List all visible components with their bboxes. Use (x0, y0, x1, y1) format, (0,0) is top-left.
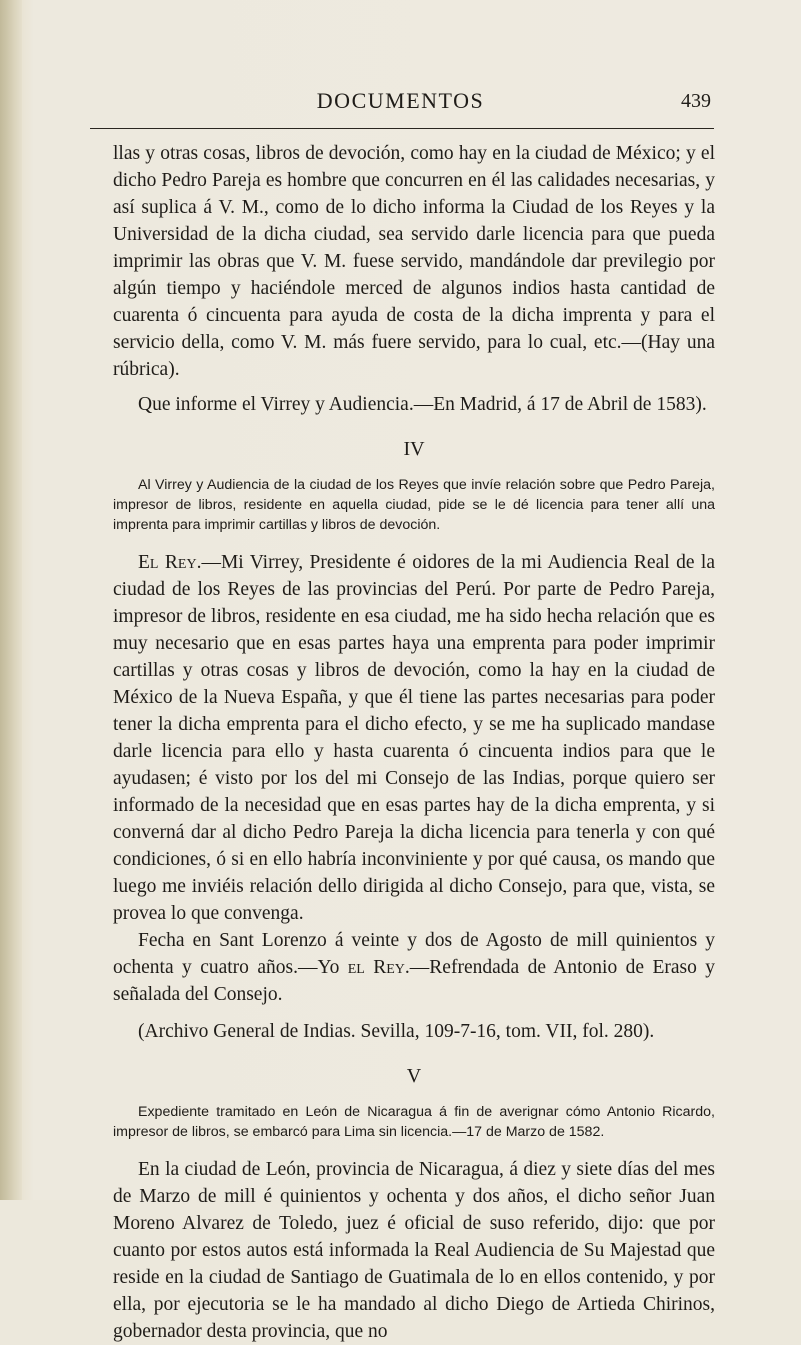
page-header (0, 88, 801, 118)
section-v-summary: Expediente tramitado en León de Nicaragua á fin de averignar cómo Antonio Ricardo, impresor de libros, se embarcó para Lima sin licencia.—17 de Marzo de 1582. (113, 1104, 715, 1140)
running-head: DOCUMENTOS (316, 88, 485, 113)
closing-start: Fecha en Sant Lorenzo á veinte y dos de Agosto de mill quinientos y ochenta y cuatro años.—Yo (113, 930, 715, 978)
closing-end: .—Refrendada de Antonio de Eraso y señalada del Consejo. (113, 957, 715, 1005)
paragraph-continuation: llas y otras cosas, libros de devoción, como hay en la ciudad de México; y el dicho Pedro Pareja es hombre que concurren en él las calidades necesarias, y así suplica á V. M., como de lo dicho informa la Ciudad de los Reyes y la Universidad de la dicha ciudad, sea servido darle licencia para que pueda imprimir las obras que V. M. fuese servido, mandándole dar previlegio por algún tiempo y haciéndole merced de algunos indios hasta cantidad de cuarenta ó cincuenta para ayuda de costa de la dicha imprenta y para el servicio della, como V. M. más fuere servido, para lo cual, etc.—(Hay una rúbrica). (113, 143, 715, 380)
royal-lead: El Rey (138, 552, 197, 573)
section-iv-body-text: .—Mi Virrey, Presidente é oidores de la mi Audiencia Real de la ciudad de los Reyes de las provincias del Perú. Por parte de Pedro Pareja, impresor de libros, residente en esa ciudad, me ha sido hecha relación que es muy necesario que en esas partes haya una emprenta para poder imprimir cartillas y otras cosas y libros de devoción, como la hay en la ciudad de México de la Nueva España, y que él tiene las partes necesarias para poder tener la dicha emprenta para el dicho efecto, y se me ha suplicado mandase darle licencia para ello y hasta cuarenta ó cincuenta indios para que le ayudasen; é visto por los del mi Consejo de las Indias, porque quiero ser informado de la necesidad que en esas partes hay de la dicha emprenta, y si converná dar al dicho Pedro Pareja la dicha licencia para tenerla y con qué condiciones, ó si en ello habría inconviniente y por qué causa, os mando que luego me inviéis relación dello dirigida al dicho Consejo, para que, vista, se provea lo que convenga. (113, 552, 715, 924)
section-number-iv: IV (403, 438, 425, 460)
body-text (113, 140, 715, 1345)
section-iv-body (113, 549, 715, 927)
section-iv-summary: Al Virrey y Audiencia de la ciudad de los Reyes que invíe relación sobre que Pedro Pareja, impresor de libros, residente en aquella ciudad, pide se le dé licencia para tener allí una imprenta para imprimir cartillas y libros de devoción. (113, 477, 715, 533)
paragraph-referral: Que informe el Virrey y Audiencia.—En Madrid, á 17 de Abril de 1583). (138, 394, 707, 415)
header-rule (90, 128, 714, 129)
page-binding-shadow (0, 0, 22, 1200)
archive-citation: (Archivo General de Indias. Sevilla, 109-7-16, tom. VII, fol. 280). (138, 1021, 655, 1042)
section-number-v: V (406, 1065, 422, 1087)
section-v-body: En la ciudad de León, provincia de Nicaragua, á diez y siete días del mes de Marzo de mill é quinientos y ochenta y dos años, el dicho señor Juan Moreno Alvarez de Toledo, juez é oficial de suso referido, dijo: que por cuanto por estos autos está informada la Real Audiencia de Su Majestad que reside en la ciudad de Santiago de Guatimala de lo en ellos contenido, y por ella, por ejecutoria se le ha mandado al dicho Diego de Artieda Chirinos, gobernador desta provincia, que no (113, 1159, 715, 1342)
section-iv-closing (113, 927, 715, 1008)
page-number: 439 (681, 90, 711, 112)
closing-king: el Rey (347, 957, 405, 978)
